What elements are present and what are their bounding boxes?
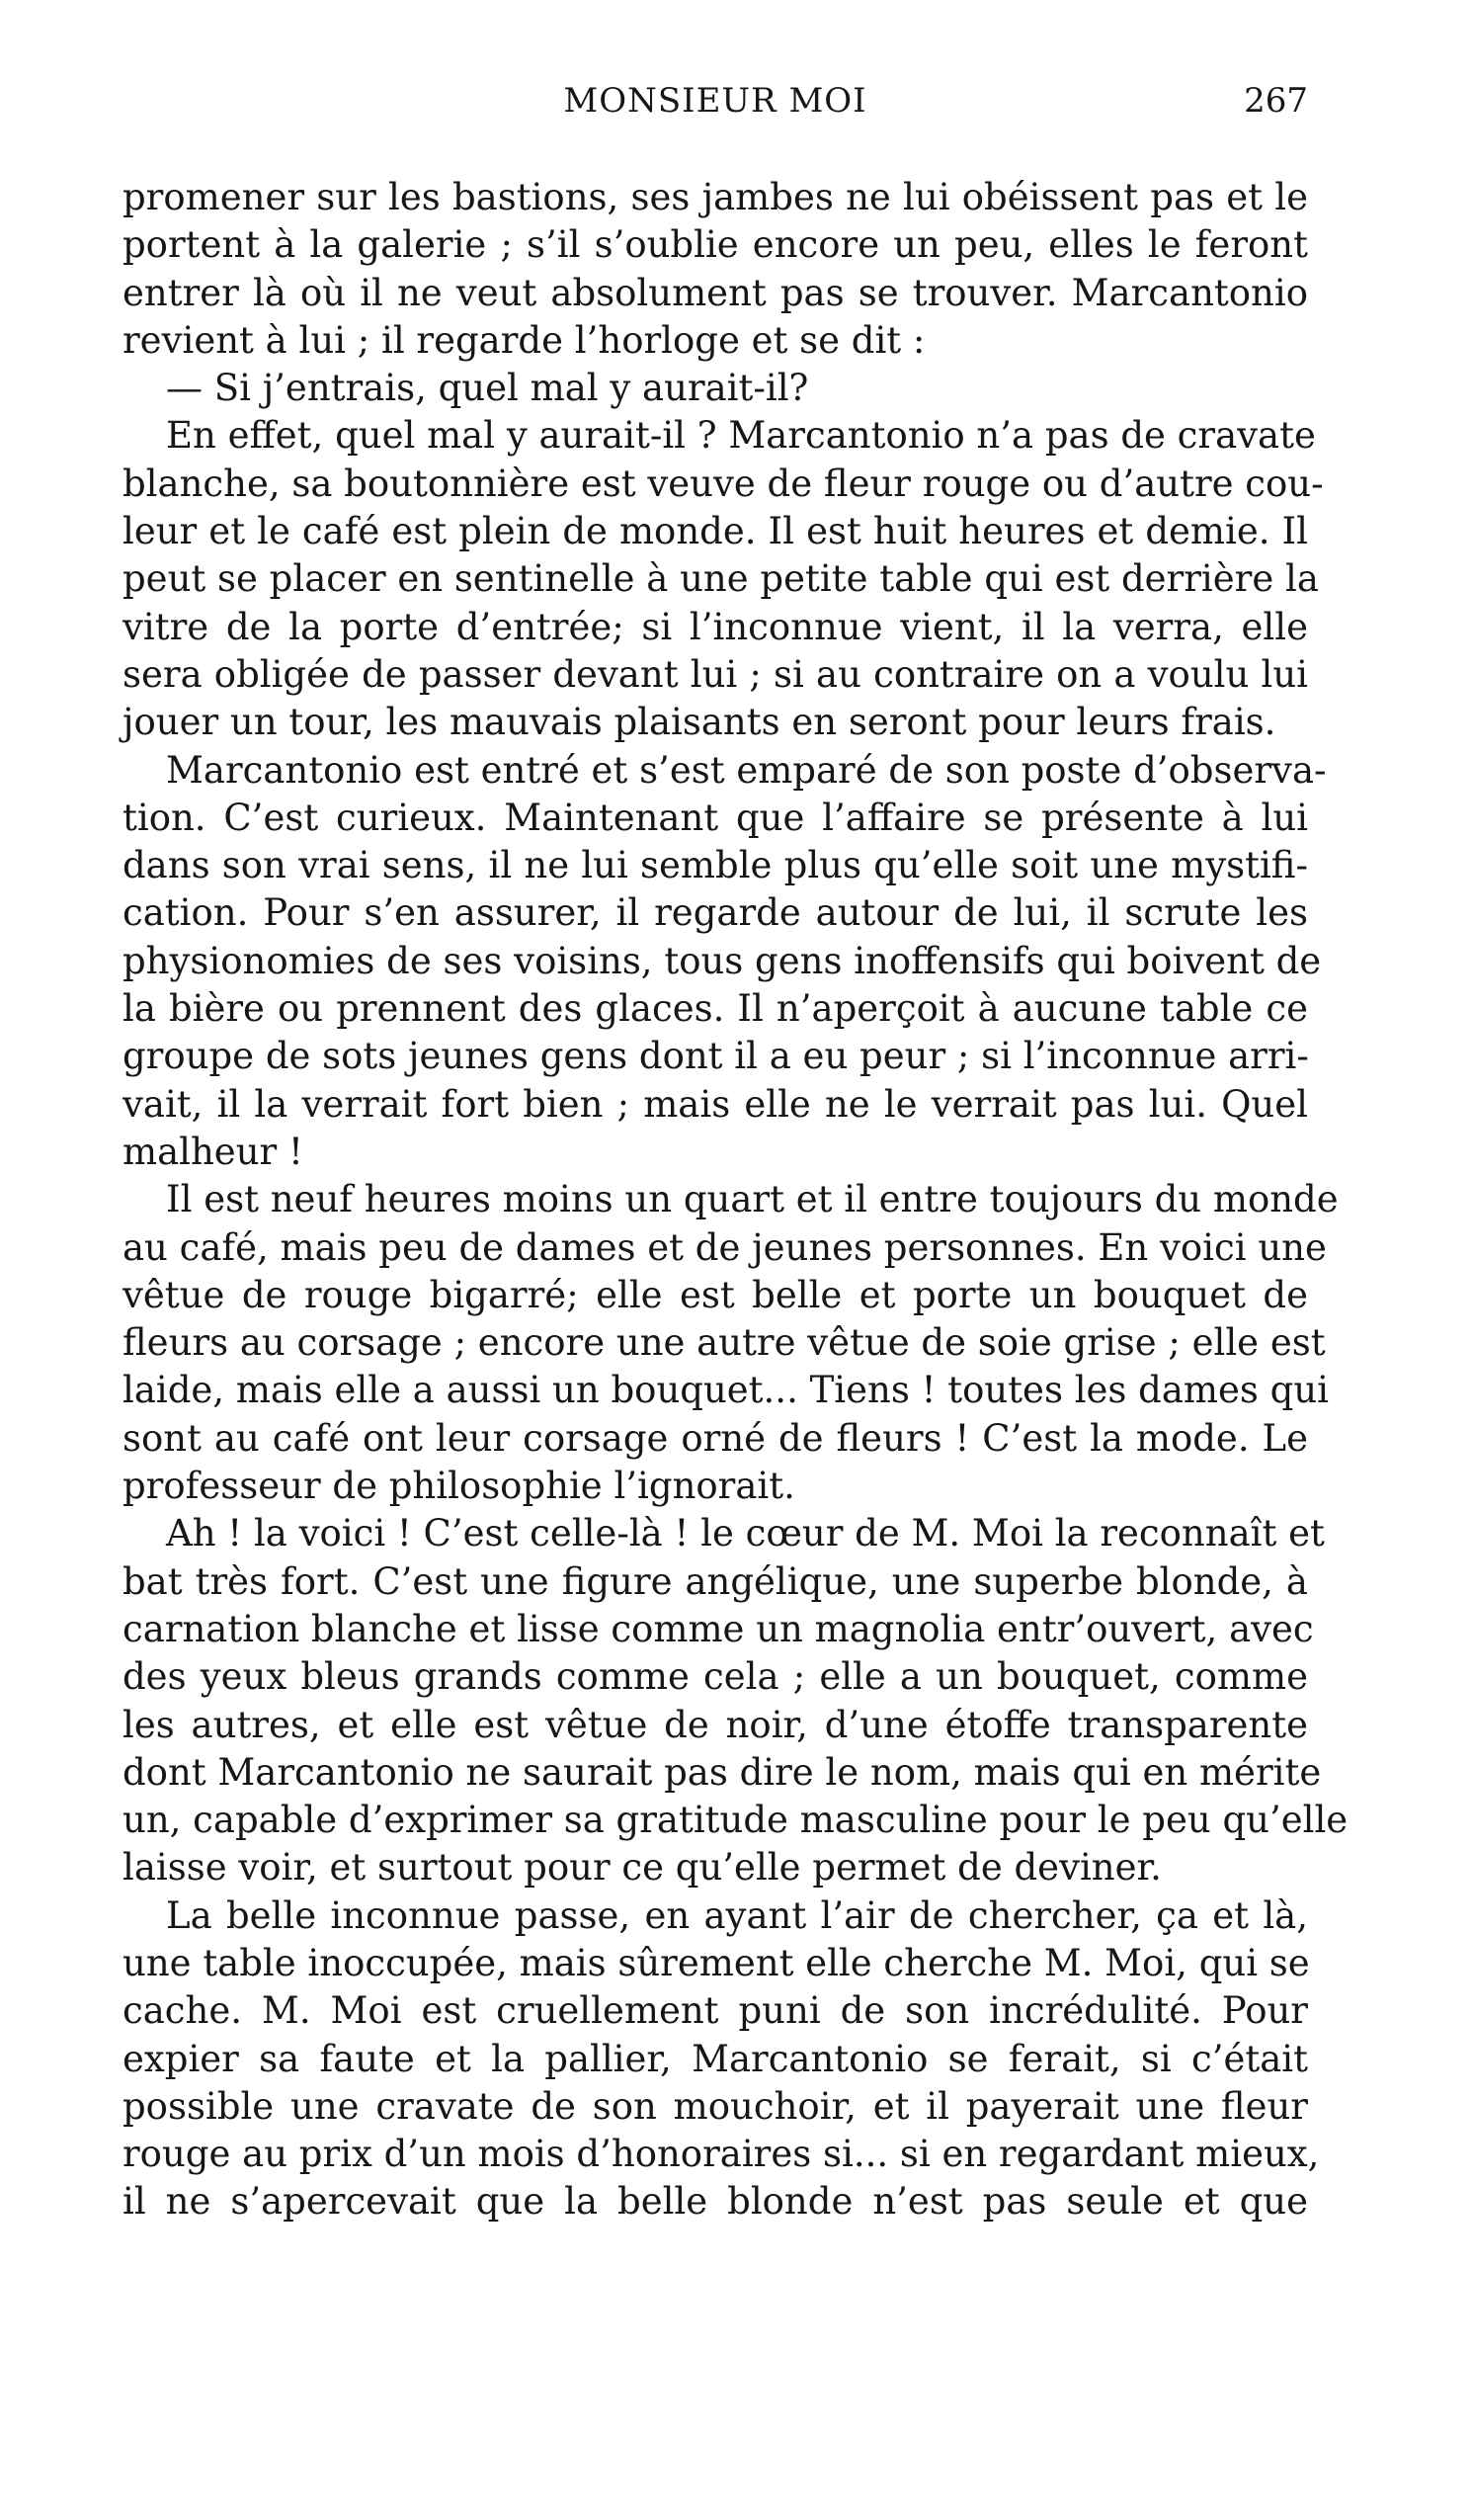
- text-line: portent à la galerie ; s’il s’oublie encore un peu, elles le feront: [123, 223, 1308, 267]
- text-line: groupe de sots jeunes gens dont il a eu peur ; si l’inconnue arri-: [123, 1035, 1309, 1078]
- text-line: leur et le café est plein de monde. Il est huit heures et demie. Il: [123, 510, 1308, 553]
- running-head: MONSIEUR MOI: [563, 81, 867, 121]
- body-text: [123, 174, 1349, 2226]
- text-line: peut se placer en sentinelle à une petite table qui est derrière la: [123, 557, 1319, 601]
- text-line: fleurs au corsage ; encore une autre vêtue de soie grise ; elle est: [123, 1321, 1326, 1365]
- text-line: La belle inconnue passe, en ayant l’air de chercher, ça et là,: [166, 1893, 1308, 1937]
- text-line: les autres, et elle est vêtue de noir, d’une étoffe transparente: [123, 1703, 1308, 1746]
- text-line: entrer là où il ne veut absolument pas se trouver. Marcantonio: [123, 271, 1308, 314]
- text-line: une table inoccupée, mais sûrement elle cherche M. Moi, qui se: [123, 1941, 1310, 1984]
- text-line: des yeux bleus grands comme cela ; elle a un bouquet, comme: [123, 1655, 1308, 1699]
- text-line: professeur de philosophie l’ignorait.: [123, 1465, 795, 1508]
- text-line: vêtue de rouge bigarré; elle est belle et porte un bouquet de: [123, 1273, 1308, 1316]
- text-line: En effet, quel mal y aurait-il ? Marcantonio n’a pas de cravate: [166, 414, 1316, 458]
- text-line: expier sa faute et la pallier, Marcantonio se ferait, si c’était: [123, 2037, 1308, 2080]
- text-line: revient à lui ; il regarde l’horloge et se dit :: [123, 318, 926, 362]
- text-line: physionomies de ses voisins, tous gens inoffensifs qui boivent de: [123, 939, 1322, 982]
- text-line: dont Marcantonio ne saurait pas dire le nom, mais qui en mérite: [123, 1750, 1322, 1794]
- text-line: Il est neuf heures moins un quart et il entre toujours du monde: [166, 1178, 1339, 1221]
- text-line: carnation blanche et lisse comme un magnolia entr’ouvert, avec: [123, 1607, 1314, 1650]
- text-line: laisse voir, et surtout pour ce qu’elle permet de deviner.: [123, 1846, 1162, 1890]
- text-line: sont au café ont leur corsage orné de fleurs ! C’est la mode. Le: [123, 1416, 1308, 1460]
- text-line: Ah ! la voici ! C’est celle-là ! le cœur de M. Moi la reconnaît et: [166, 1512, 1325, 1555]
- text-line: tion. C’est curieux. Maintenant que l’affaire se présente à lui: [123, 796, 1308, 839]
- text-line: la bière ou prennent des glaces. Il n’aperçoit à aucune table ce: [123, 987, 1308, 1031]
- text-line: cation. Pour s’en assurer, il regarde autour de lui, il scrute les: [123, 891, 1308, 935]
- text-line: promener sur les bastions, ses jambes ne lui obéissent pas et le: [123, 176, 1308, 218]
- page-number: 267: [1244, 81, 1308, 121]
- text-line: laide, mais elle a aussi un bouquet... Tiens ! toutes les dames qui: [123, 1369, 1329, 1412]
- text-line: malheur !: [123, 1130, 303, 1173]
- text-line: — Si j’entrais, quel mal y aurait-il?: [166, 367, 809, 410]
- text-line: possible une cravate de son mouchoir, et il payerait une fleur: [123, 2084, 1308, 2128]
- text-line: dans son vrai sens, il ne lui semble plus qu’elle soit une mystifi-: [123, 844, 1308, 887]
- text-line: bat très fort. C’est une figure angélique, une superbe blonde, à: [123, 1559, 1308, 1603]
- text-line: cache. M. Moi est cruellement puni de son incrédulité. Pour: [123, 1989, 1308, 2033]
- text-line: jouer un tour, les mauvais plaisants en seront pour leurs frais.: [123, 701, 1276, 744]
- text-line: vitre de la porte d’entrée; si l’inconnue vient, il la verra, elle: [123, 605, 1308, 648]
- text-line: vait, il la verrait fort bien ; mais elle ne le verrait pas lui. Quel: [123, 1082, 1308, 1126]
- text-line: sera obligée de passer devant lui ; si au contraire on a voulu lui: [123, 652, 1308, 696]
- text-line: il ne s’apercevait que la belle blonde n’est pas seule et que: [123, 2180, 1308, 2224]
- text-line: au café, mais peu de dames et de jeunes personnes. En voici une: [123, 1225, 1327, 1269]
- text-line: rouge au prix d’un mois d’honoraires si... si en regardant mieux,: [123, 2133, 1320, 2176]
- text-line: blanche, sa boutonnière est veuve de fleur rouge ou d’autre cou-: [123, 462, 1324, 505]
- text-line: Marcantonio est entré et s’est emparé de son poste d’observa-: [166, 748, 1327, 792]
- text-line: un, capable d’exprimer sa gratitude masculine pour le peu qu’elle: [123, 1799, 1349, 1842]
- page-header: [123, 81, 1308, 140]
